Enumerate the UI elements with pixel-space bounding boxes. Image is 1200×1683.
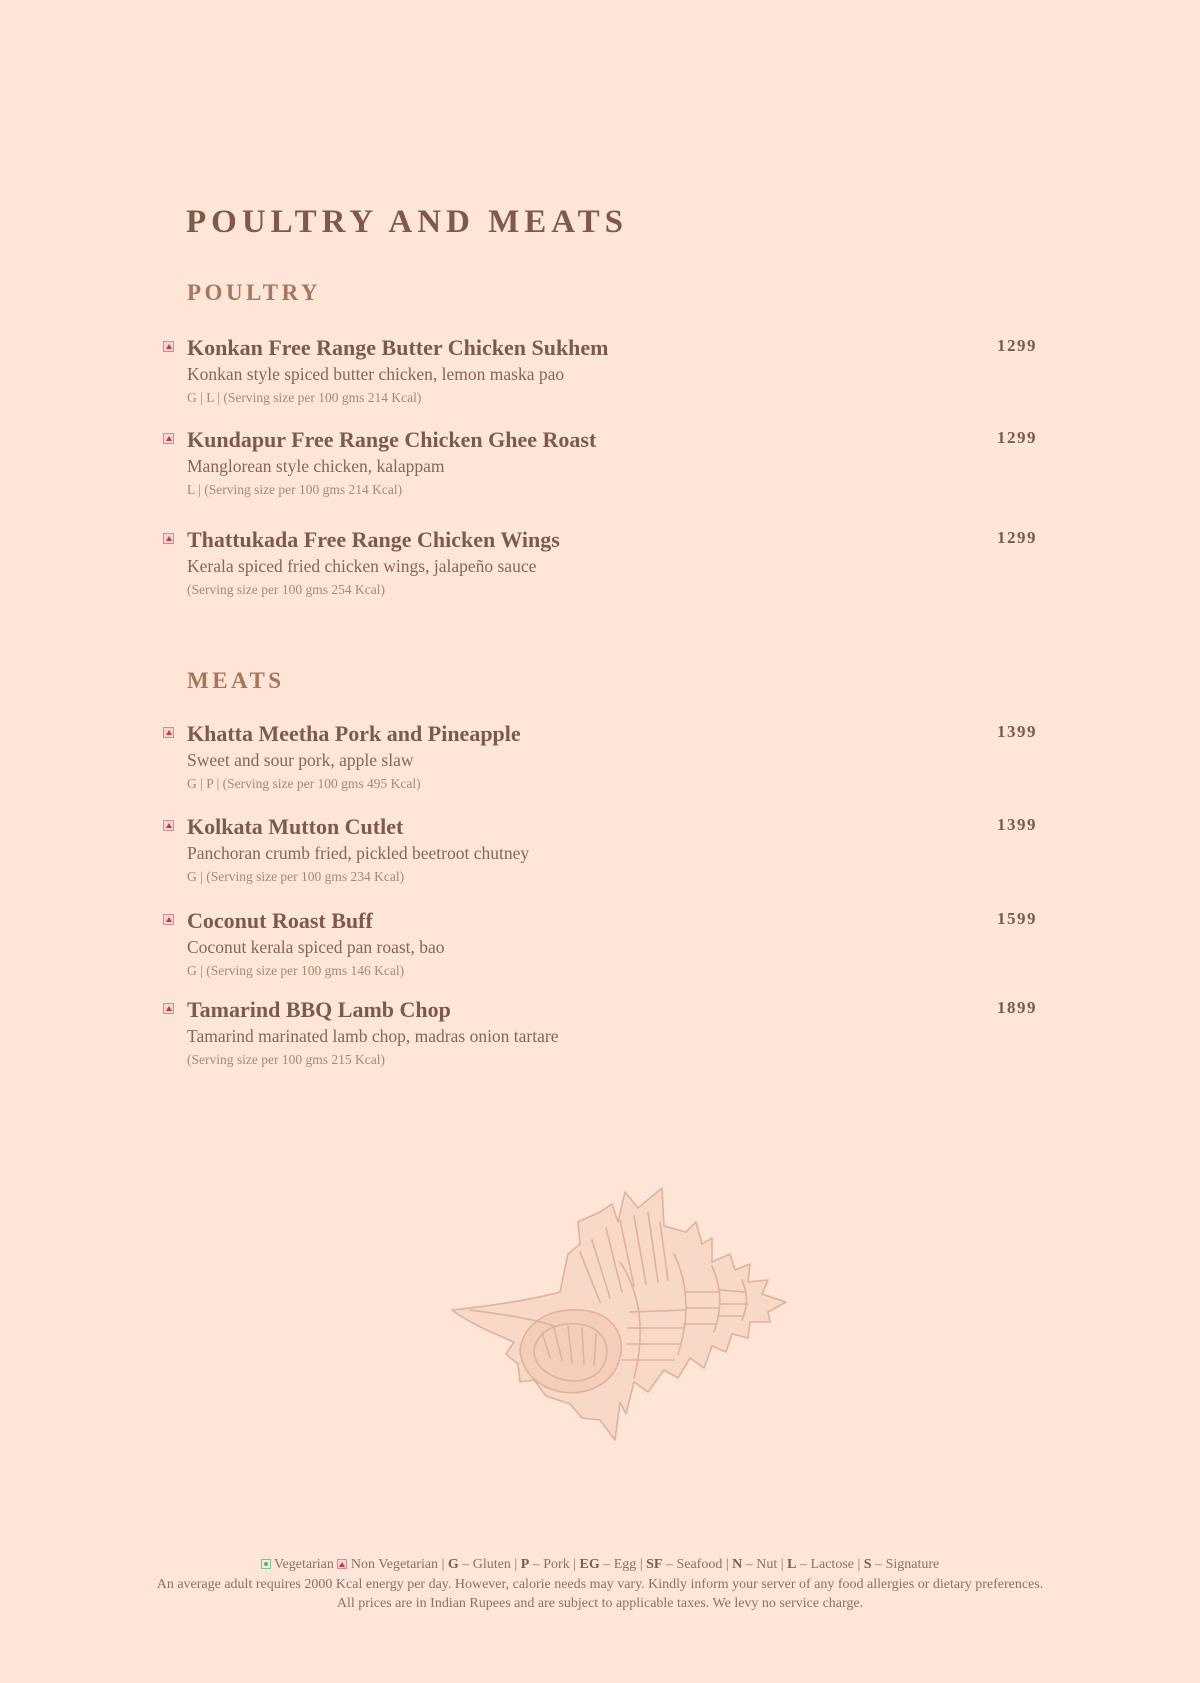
vegetarian-icon [261,1559,271,1569]
item-meta: G | (Serving size per 100 gms 146 Kcal) [187,963,405,978]
item-meta: (Serving size per 100 gms 215 Kcal) [187,1052,385,1067]
legend-code: S [863,1557,872,1572]
legend-code: G [447,1557,459,1572]
non-vegetarian-icon [337,1559,347,1569]
legend-label: Gluten [472,1557,511,1572]
item-description: Manglorean style chicken, kalappam [187,456,445,476]
non-vegetarian-icon [163,914,174,925]
legend-label: Nut [756,1557,778,1572]
item-name: Kolkata Mutton Cutlet [187,814,404,839]
item-meta: G | L | (Serving size per 100 gms 214 Kcal) [187,390,422,405]
section-heading-meats: MEATS [187,668,285,693]
item-description: Coconut kerala spiced pan roast, bao [187,937,445,957]
legend-label: Signature [885,1557,940,1572]
item-price: 1899 [997,998,1037,1017]
menu-item [163,996,1043,1072]
item-description: Konkan style spiced butter chicken, lemon maska pao [187,364,565,384]
item-name: Tamarind BBQ Lamb Chop [187,997,451,1022]
menu-item [163,426,1043,502]
item-price: 1299 [997,428,1037,447]
legend-code: N [732,1557,743,1572]
menu-item [163,813,1043,889]
legend-label: Seafood [676,1557,723,1572]
legend-label: Egg [613,1557,637,1572]
calorie-note: An average adult requires 2000 Kcal energy per day. However, calorie needs may vary. Kindly inform your server of any food allergies or dietary preferences. [156,1576,1044,1592]
item-price: 1399 [997,722,1037,741]
non-vegetarian-icon [163,533,174,544]
menu-item [163,334,1043,410]
price-note: All prices are in Indian Rupees and are subject to applicable taxes. We levy no service charge. [336,1596,864,1611]
non-vegetarian-icon [163,433,174,444]
item-meta: G | P | (Serving size per 100 gms 495 Kcal) [187,776,421,791]
item-description: Panchoran crumb fried, pickled beetroot chutney [187,843,530,863]
legend-label: Lactose [810,1557,854,1572]
item-name: Khatta Meetha Pork and Pineapple [187,721,521,746]
legend-code: EG [579,1557,600,1572]
menu-item [163,907,1043,983]
item-description: Kerala spiced fried chicken wings, jalapeño sauce [187,556,537,576]
section-heading-poultry: POULTRY [187,280,322,305]
legend-label: Pork [543,1557,570,1572]
item-meta: L | (Serving size per 100 gms 214 Kcal) [187,482,403,497]
legend-code: P [520,1557,530,1572]
item-name: Kundapur Free Range Chicken Ghee Roast [187,427,597,452]
item-price: 1299 [997,336,1037,355]
item-name: Coconut Roast Buff [187,908,373,933]
legend-non-vegetarian: Non Vegetarian [350,1557,439,1572]
legend-code: L [787,1557,797,1572]
legend-code: SF [646,1557,663,1572]
item-description: Tamarind marinated lamb chop, madras onion tartare [187,1026,559,1046]
item-name: Konkan Free Range Butter Chicken Sukhem [187,335,609,360]
menu-item [163,720,1043,796]
item-meta: (Serving size per 100 gms 254 Kcal) [187,582,385,597]
non-vegetarian-icon [163,1003,174,1014]
item-price: 1599 [997,909,1037,928]
seashell-icon [450,1182,790,1442]
item-price: 1399 [997,815,1037,834]
item-price: 1299 [997,528,1037,547]
footer [0,1555,1200,1614]
menu-item [163,526,1043,602]
non-vegetarian-icon [163,820,174,831]
page-title: POULTRY AND MEATS [186,204,629,240]
dietary-legend: Vegetarian Non Vegetarian | G – Gluten | P – Pork | EG – Egg | SF – Seafood | N – Nut | L – Lactose | S – Signature [0,1555,1200,1575]
item-meta: G | (Serving size per 100 gms 234 Kcal) [187,869,405,884]
non-vegetarian-icon [163,727,174,738]
item-description: Sweet and sour pork, apple slaw [187,750,414,770]
non-vegetarian-icon [163,341,174,352]
legend-vegetarian: Vegetarian [273,1557,334,1572]
item-name: Thattukada Free Range Chicken Wings [187,527,560,552]
